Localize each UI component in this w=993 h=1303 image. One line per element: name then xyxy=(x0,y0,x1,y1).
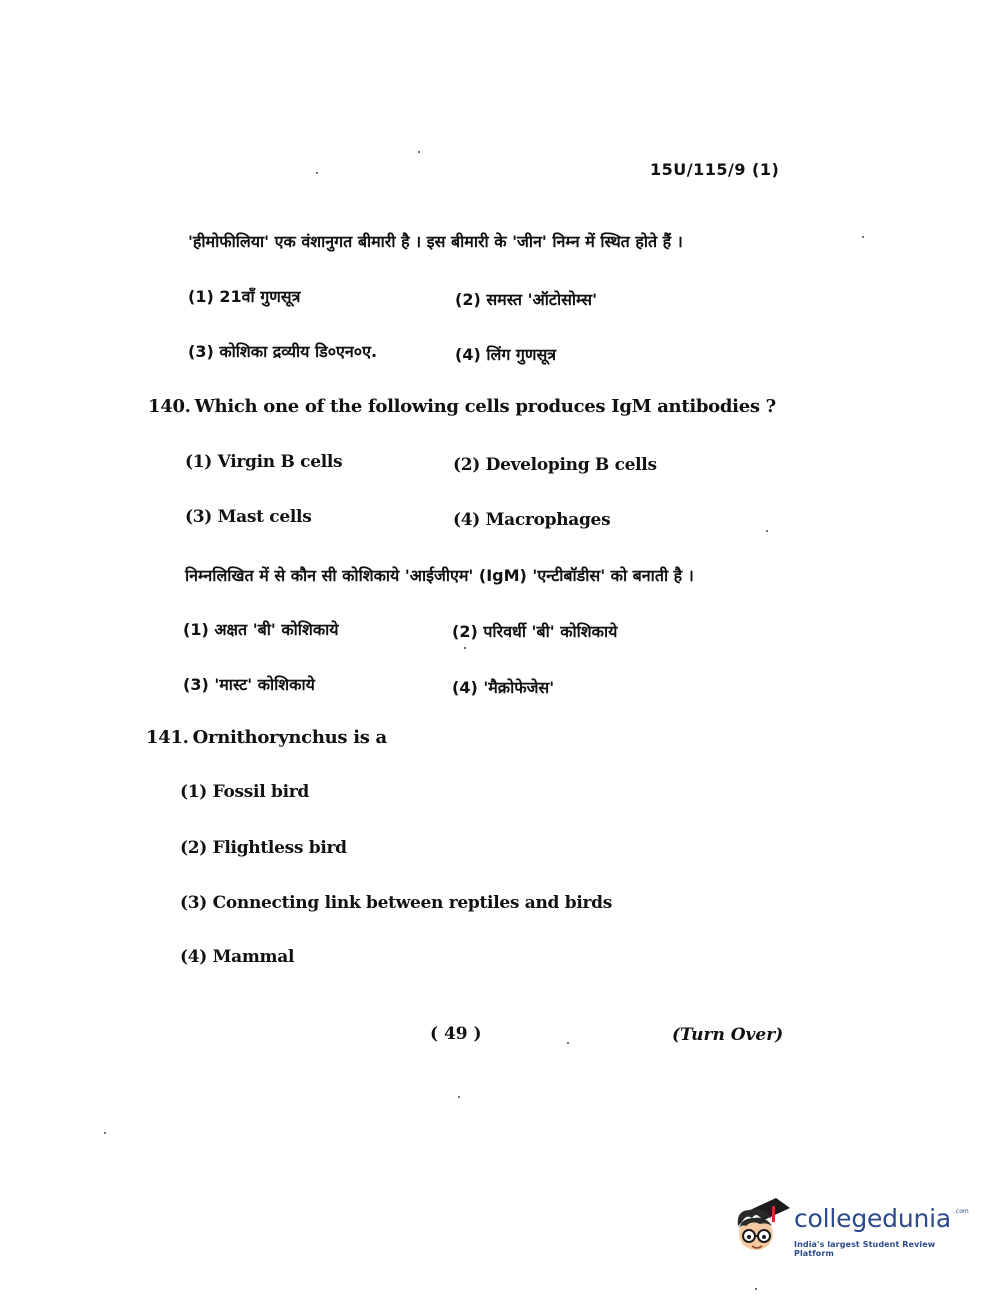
logo-domain-suffix: .com xyxy=(954,1208,969,1215)
scan-speck xyxy=(418,151,420,153)
q140-hindi-text: निम्नलिखित में से कौन सी कोशिकाये 'आईजीएम' (IgM) 'एन्टीबॉडीस' को बनाती है । xyxy=(185,566,694,585)
q141-option-1: (1) Fossil bird xyxy=(180,782,309,802)
q141-option-2: (2) Flightless bird xyxy=(180,838,347,858)
q139-hindi-option-1: (1) 21वाँ गुणसूत्र xyxy=(188,287,301,306)
collegedunia-logo xyxy=(732,1196,972,1264)
q140-text: Which one of the following cells produces IgM antibodies ? xyxy=(194,396,776,417)
page-number: ( 49 ) xyxy=(430,1024,482,1044)
q139-hindi-text: 'हीमोफीलिया' एक वंशानुगत बीमारी है । इस बीमारी के 'जीन' निम्न में स्थित होते हैं । xyxy=(188,232,683,251)
scan-speck xyxy=(104,1132,106,1134)
q141-number: 141. xyxy=(146,727,189,748)
q140-question xyxy=(148,396,776,417)
q140-option-4: (4) Macrophages xyxy=(453,510,611,530)
turn-over-note: (Turn Over) xyxy=(672,1025,784,1045)
q139-hindi-option-3: (3) कोशिका द्रव्यीय डि०एन०ए. xyxy=(188,342,378,361)
q140-hindi-option-2: (2) परिवर्धी 'बी' कोशिकाये xyxy=(452,622,618,641)
q140-hindi-option-1: (1) अक्षत 'बी' कोशिकाये xyxy=(183,620,339,639)
scan-speck xyxy=(862,236,864,238)
scan-speck xyxy=(567,1042,569,1044)
q140-hindi-option-3: (3) 'मास्ट' कोशिकाये xyxy=(183,675,315,694)
q141-option-4: (4) Mammal xyxy=(180,947,295,967)
q141-text: Ornithorynchus is a xyxy=(192,727,387,748)
q140-option-3: (3) Mast cells xyxy=(185,507,312,527)
q140-option-1: (1) Virgin B cells xyxy=(185,452,343,472)
scan-speck xyxy=(458,1096,460,1098)
q139-hindi-option-2: (2) समस्त 'ऑटोसोम्स' xyxy=(455,290,597,309)
q140-option-2: (2) Developing B cells xyxy=(453,455,657,475)
scan-speck xyxy=(316,172,318,174)
scan-speck xyxy=(766,530,768,532)
scan-speck xyxy=(755,1288,757,1290)
q141-option-3: (3) Connecting link between reptiles and birds xyxy=(180,893,613,913)
logo-tagline: India's largest Student Review Platform xyxy=(794,1240,936,1258)
q140-hindi-option-4: (4) 'मैक्रोफेजेस' xyxy=(452,678,555,697)
paper-code: 15U/115/9 (1) xyxy=(650,160,780,179)
student-mascot-icon xyxy=(732,1196,792,1264)
scan-speck xyxy=(464,647,466,649)
q139-hindi-option-4: (4) लिंग गुणसूत्र xyxy=(455,345,557,364)
logo-name: collegedunia xyxy=(794,1204,951,1233)
q140-number: 140. xyxy=(148,396,191,417)
q141-question xyxy=(146,727,387,748)
